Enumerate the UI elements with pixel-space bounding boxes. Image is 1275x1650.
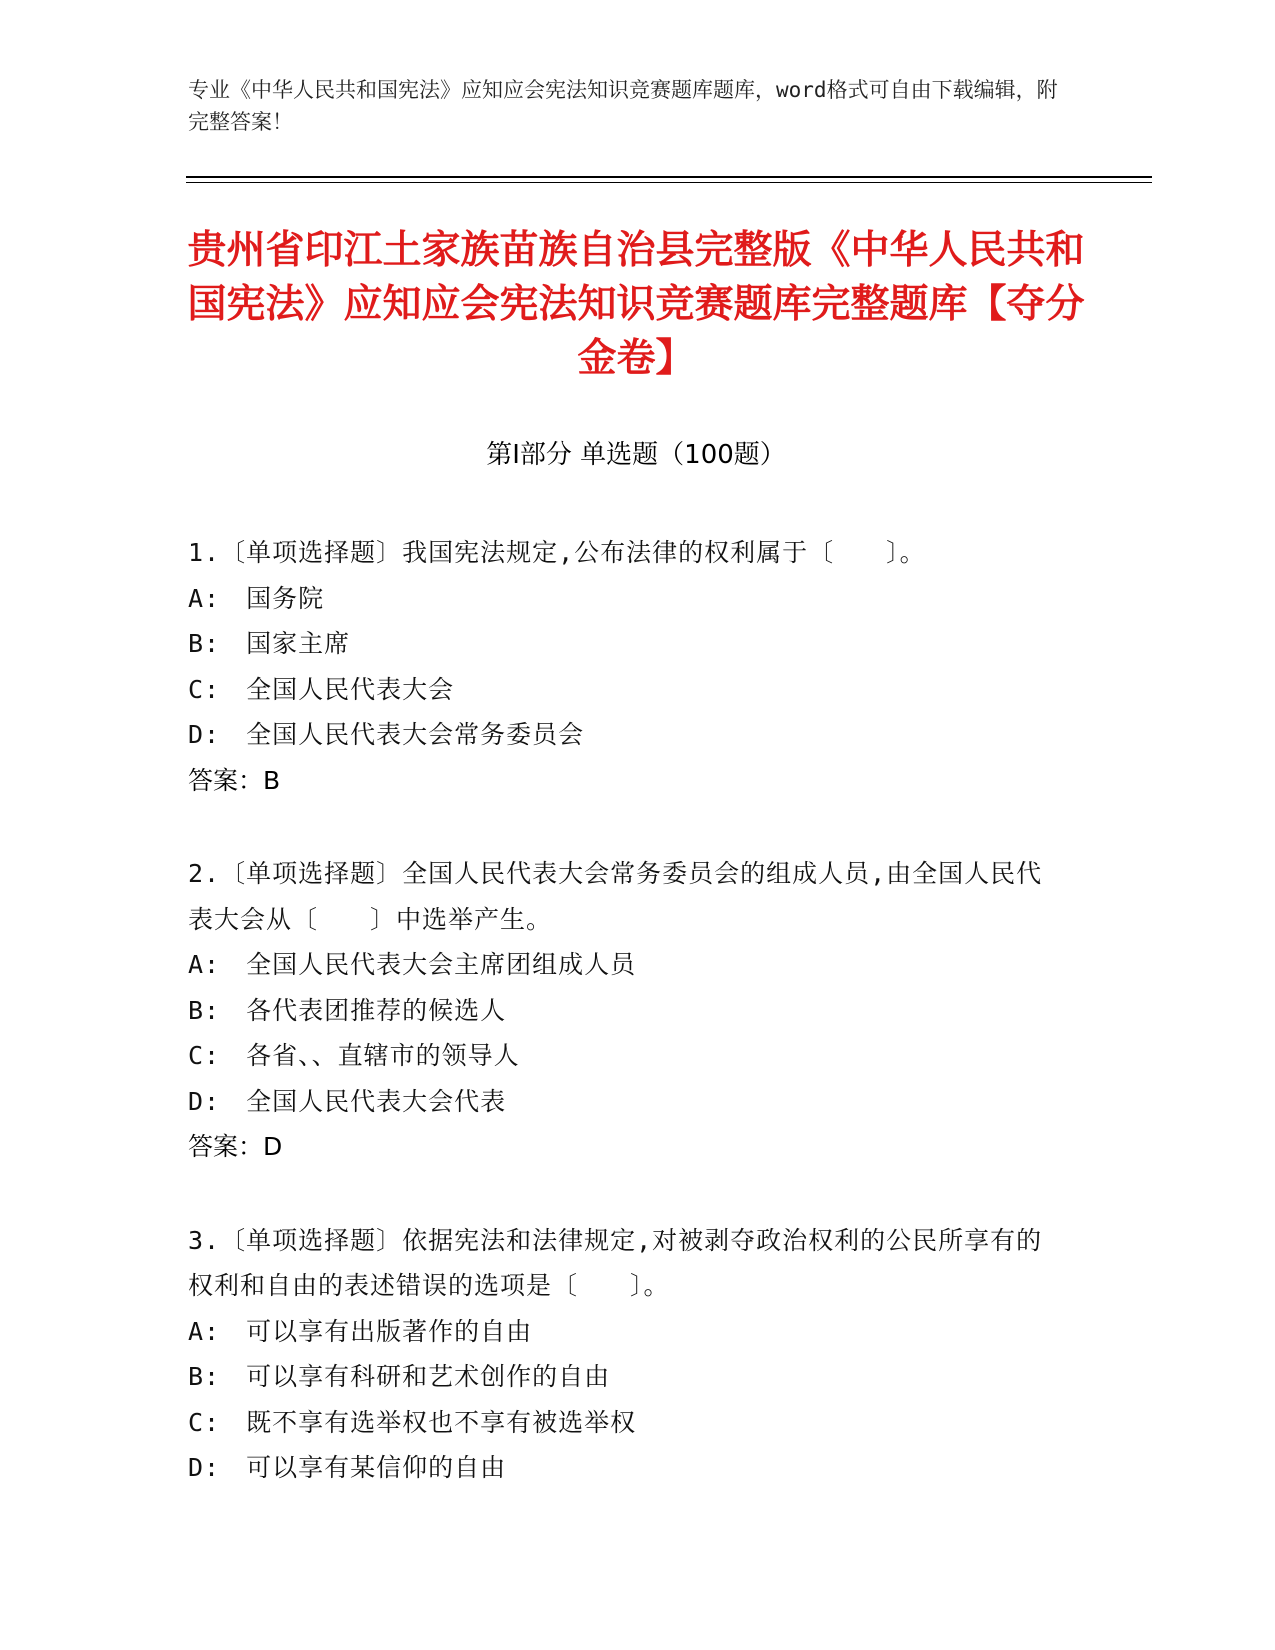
option-c: C: 各省、、直辖市的领导人 bbox=[188, 1041, 520, 1070]
answer: 答案：D bbox=[188, 1132, 283, 1161]
option-b: B: 国家主席 bbox=[188, 629, 351, 658]
question-list bbox=[188, 530, 1068, 1539]
question-3 bbox=[188, 1218, 1068, 1491]
header-note: 专业《中华人民共和国宪法》应知应会宪法知识竞赛题库题库，word格式可自由下载编辑，附完整答案！ bbox=[188, 78, 1058, 134]
question-stem: 1.〔单项选择题〕我国宪法规定,公布法律的权利属于〔 〕。 bbox=[188, 538, 926, 567]
option-d: D: 全国人民代表大会常务委员会 bbox=[188, 720, 585, 749]
option-a: A: 全国人民代表大会主席团组成人员 bbox=[188, 950, 637, 979]
question-1 bbox=[188, 530, 1068, 803]
option-a: A: 可以享有出版著作的自由 bbox=[188, 1316, 533, 1346]
document-title: 贵州省印江土家族苗族自治县完整版《中华人民共和国宪法》应知应会宪法知识竞赛题库完整题库【夺分金卷】 bbox=[187, 228, 1085, 381]
option-d: D: 可以享有某信仰的自由 bbox=[188, 1453, 507, 1482]
header-divider-thick bbox=[186, 176, 1152, 178]
option-b: B: 可以享有科研和艺术创作的自由 bbox=[188, 1362, 611, 1391]
option-a: A: 国务院 bbox=[188, 583, 325, 613]
question-2 bbox=[188, 851, 1068, 1170]
option-c: C: 既不享有选举权也不享有被选举权 bbox=[188, 1407, 637, 1437]
question-stem: 2.〔单项选择题〕全国人民代表大会常务委员会的组成人员,由全国人民代表大会从〔 〕中选举产生。 bbox=[188, 859, 1043, 934]
section-title: 第Ⅰ部分 单选题（100题） bbox=[486, 440, 786, 470]
question-stem: 3.〔单项选择题〕依据宪法和法律规定,对被剥夺政治权利的公民所享有的权利和自由的表述错误的选项是〔 〕。 bbox=[188, 1225, 1043, 1300]
header-divider-thin bbox=[186, 182, 1152, 183]
option-c: C: 全国人民代表大会 bbox=[188, 674, 455, 704]
option-b: B: 各代表团推荐的候选人 bbox=[188, 995, 507, 1025]
option-d: D: 全国人民代表大会代表 bbox=[188, 1086, 507, 1116]
answer: 答案：B bbox=[188, 765, 281, 795]
